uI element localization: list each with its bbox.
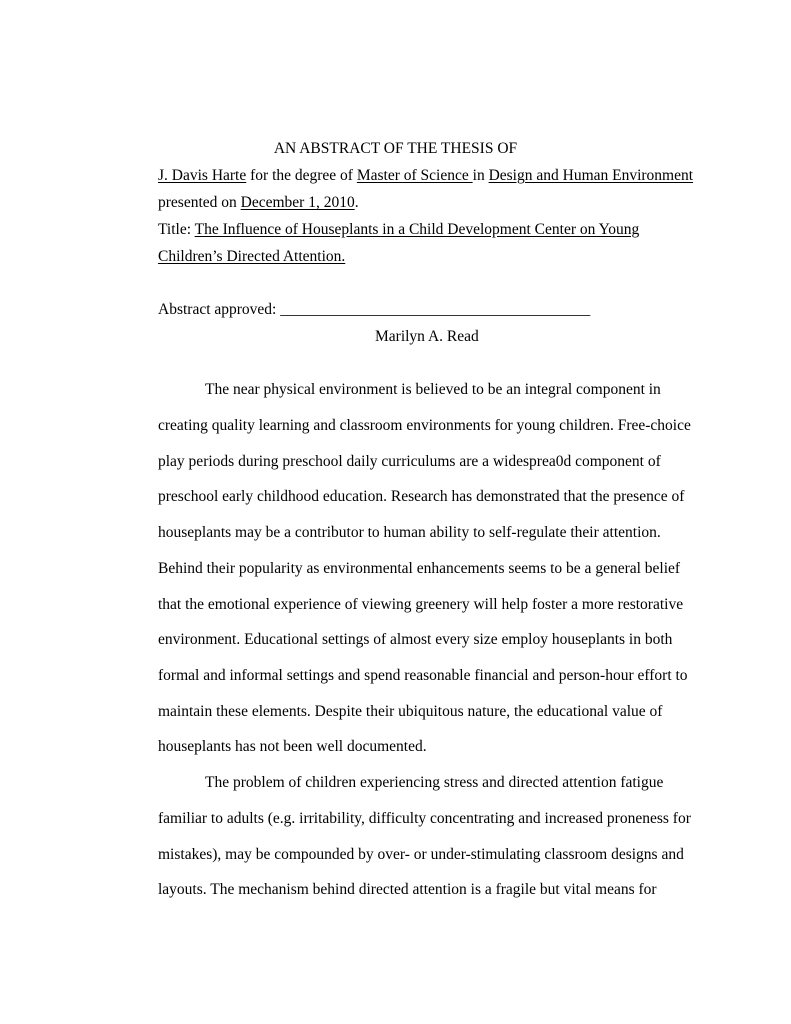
title-line-2: [158, 248, 345, 266]
paragraph-1-line: creating quality learning and classroom environments for young children. Free-choice: [158, 417, 691, 434]
in-text: in: [472, 167, 489, 184]
presented-line: [158, 194, 359, 212]
paragraph-1-line: houseplants may be a contributor to human ability to self-regulate their attention.: [158, 524, 661, 541]
paragraph-1-line: The near physical environment is believed to be an integral component in: [205, 381, 661, 398]
presented-date: December 1, 2010: [240, 194, 355, 211]
paragraph-1-line: preschool early childhood education. Research has demonstrated that the presence of: [158, 488, 685, 505]
degree-name: Master of Science: [356, 167, 473, 184]
paragraph-2-line: mistakes), may be compounded by over- or under-stimulating classroom designs and: [158, 846, 684, 863]
paragraph-1-line: environment. Educational settings of almost every size employ houseplants in both: [158, 631, 673, 648]
paragraph-2-line: The problem of children experiencing stress and directed attention fatigue: [205, 774, 664, 791]
paragraph-1-line: formal and informal settings and spend reasonable financial and person-hour effort to: [158, 667, 688, 684]
paragraph-1-line: maintain these elements. Despite their ubiquitous nature, the educational value of: [158, 703, 663, 720]
paragraph-1-line: play periods during preschool daily curriculums are a widesprea0d component of: [158, 453, 661, 470]
degree-prefix: for the degree of: [246, 167, 357, 184]
approver-name: Marilyn A. Read: [375, 328, 479, 345]
abstract-heading: AN ABSTRACT OF THE THESIS OF: [273, 140, 518, 157]
paragraph-1-line: houseplants has not been well documented.: [158, 738, 427, 755]
title-prefix: Title:: [158, 221, 195, 238]
thesis-title-part-1: The Influence of Houseplants in a Child Development Center on Young: [194, 221, 640, 238]
author-name: J. Davis Harte: [158, 167, 247, 184]
author-line: [158, 167, 693, 185]
department-name: Design and Human Environment: [488, 167, 694, 184]
thesis-title-part-2: Children’s Directed Attention.: [158, 248, 346, 265]
approval-label: Abstract approved:: [158, 301, 281, 318]
paragraph-2-line: layouts. The mechanism behind directed attention is a fragile but vital means for: [158, 881, 657, 898]
presented-prefix: presented on: [158, 194, 241, 211]
paragraph-1-line: Behind their popularity as environmental enhancements seems to be a general belief: [158, 560, 681, 577]
presented-suffix: .: [354, 194, 359, 211]
approval-line: [158, 301, 590, 319]
signature-line: ________________________________________: [280, 301, 591, 318]
title-line-1: [158, 221, 639, 239]
paragraph-1-line: that the emotional experience of viewing greenery will help foster a more restorative: [158, 596, 684, 613]
paragraph-2-line: familiar to adults (e.g. irritability, difficulty concentrating and increased proneness for: [158, 810, 691, 827]
